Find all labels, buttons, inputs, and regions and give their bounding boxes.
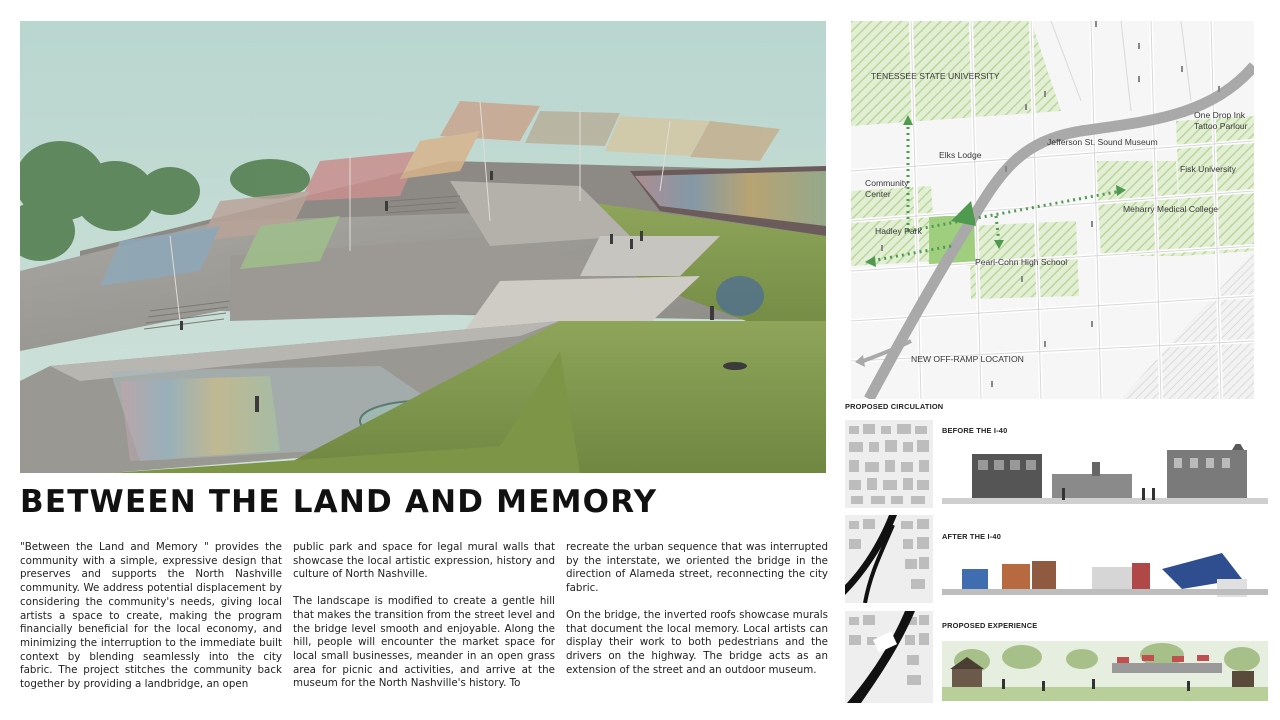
panel-before-i40 <box>845 420 1270 508</box>
figure-ground-proposed <box>845 611 933 703</box>
label-community-2: Center <box>865 189 891 199</box>
panel-after-i40 <box>845 515 1270 603</box>
label-jefferson-st-sound-museum: Jefferson St. Sound Museum <box>1047 137 1158 147</box>
figure-ground-before <box>845 420 933 508</box>
photo-strip-before <box>942 444 1268 506</box>
label-elks-lodge: Elks Lodge <box>939 150 982 160</box>
body-paragraph: "Between the Land and Memory " provides the community with a simple, expressive design that preserves and supports the North Nashville community. We address potential displacement by considering the community's needs, giving local artists a space to create, making the program financially beneficial for the local economy, and minimizing the interruption to the immediate built context by blending seamlessly into the city fabric. The project stitches the community back together by providing a landbridge, an open <box>20 541 282 691</box>
text-column-2 <box>293 541 555 704</box>
poster-title: BETWEEN THE LAND AND MEMORY <box>20 484 658 520</box>
body-paragraph: public park and space for legal mural walls that showcase the local artistic expression, history and culture of North Nashville. <box>293 541 555 581</box>
body-paragraph: The landscape is modified to create a gentle hill that makes the transition from the street level and the bridge level smooth and enjoyable. Along the hill, people will encounter the market space for local small businesses, meander in an open grass area for picnic and activities, and arrive at the museum for the North Nashville's history. To <box>293 595 555 690</box>
label-fisk-university: Fisk University <box>1180 164 1236 174</box>
label-tennessee-state-university: TENESSEE STATE UNIVERSITY <box>871 71 1000 81</box>
map-caption: PROPOSED CIRCULATION <box>845 402 944 411</box>
panel-label: PROPOSED EXPERIENCE <box>942 621 1038 630</box>
text-column-3 <box>566 541 828 690</box>
label-meharry-medical-college: Meharry Medical College <box>1123 204 1219 214</box>
body-paragraph: On the bridge, the inverted roofs showcase murals that document the local memory. Local artists can display their work to both pedestrians and the drivers on the highway. The bridge acts as an extension of the street and an outdoor museum. <box>566 608 828 676</box>
photo-strip-proposed <box>942 641 1268 701</box>
body-paragraph: recreate the urban sequence that was interrupted by the interstate, we oriented the bridge in the direction of Alameda street, reconnecting the city fabric. <box>566 541 828 595</box>
circulation-map <box>851 21 1254 399</box>
label-hadley-park: Hadley Park <box>875 226 922 236</box>
label-one-drop-ink-1: One Drop Ink <box>1194 110 1246 120</box>
hero-rendering <box>20 21 826 473</box>
panel-label: AFTER THE I-40 <box>942 532 1002 541</box>
label-community-1: Community <box>865 178 909 188</box>
figure-ground-after <box>845 515 933 603</box>
panel-proposed-experience <box>845 611 1270 703</box>
label-new-off-ramp-location: NEW OFF-RAMP LOCATION <box>911 354 1024 364</box>
text-column-1 <box>20 541 282 705</box>
panel-label: BEFORE THE I-40 <box>942 426 1008 435</box>
label-one-drop-ink-2: Tattoo Parlour <box>1194 121 1248 131</box>
label-pearl-cohn-high-school: Pearl-Cohn High School <box>975 257 1068 267</box>
photo-strip-after <box>942 549 1268 601</box>
